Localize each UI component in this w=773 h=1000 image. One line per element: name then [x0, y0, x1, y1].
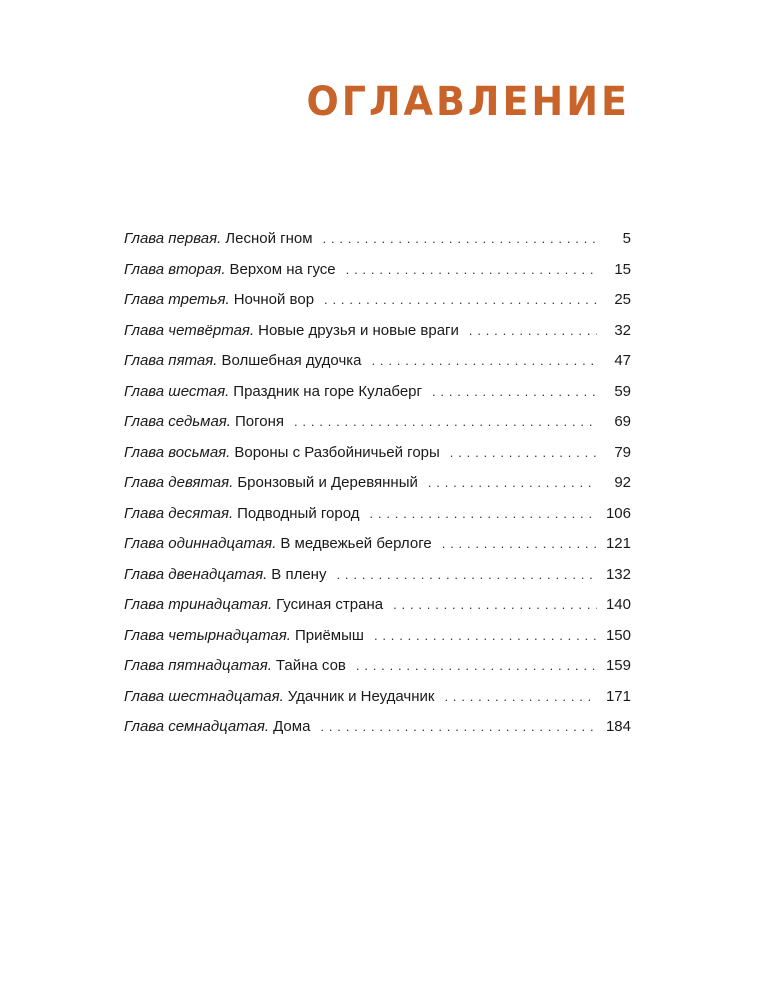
dot-leader: [324, 292, 597, 307]
chapter-title: Лесной гном: [225, 230, 313, 247]
toc-entry: [124, 474, 631, 505]
dot-leader: [374, 628, 597, 643]
chapter-label: Глава восьмая.: [124, 443, 231, 461]
chapter-label: Глава семнадцатая.: [124, 718, 270, 735]
toc-entry: [124, 688, 631, 719]
page-number: 69: [614, 413, 631, 430]
page-number: 79: [614, 443, 631, 461]
toc-entry: [124, 413, 631, 444]
chapter-label: Глава тринадцатая.: [124, 596, 273, 613]
toc-entry: [124, 657, 631, 688]
page-number: 184: [605, 718, 631, 735]
chapter-title: Погоня: [234, 413, 284, 430]
toc-entry: [124, 322, 631, 353]
page-number: 25: [614, 291, 631, 308]
chapter-title: Удачник и Неудачник: [287, 687, 435, 705]
dot-leader: [346, 262, 597, 277]
chapter-title: Волшебная дудочка: [221, 352, 362, 369]
chapter-title: Вороны с Разбойничьей горы: [234, 443, 440, 461]
chapter-title: Тайна сов: [275, 657, 346, 674]
chapter-title: Гусиная страна: [276, 596, 384, 613]
dot-leader: [442, 536, 597, 551]
toc-entry: [124, 566, 631, 597]
page-number: 132: [605, 565, 631, 583]
chapter-label: Глава пятнадцатая.: [124, 657, 272, 674]
page-number: 150: [605, 626, 631, 644]
page-number: 5: [622, 230, 631, 247]
page-number: 32: [614, 321, 631, 339]
page-number: 59: [614, 382, 631, 400]
toc-entry: [124, 291, 631, 322]
dot-leader: [320, 719, 597, 734]
toc-entry: [124, 627, 631, 658]
page-number: 159: [605, 657, 631, 674]
page-number: 140: [605, 596, 631, 613]
dot-leader: [432, 384, 597, 399]
dot-leader: [444, 689, 597, 704]
toc-entry: [124, 352, 631, 383]
toc-entry: [124, 505, 631, 536]
dot-leader: [356, 658, 597, 673]
chapter-title: Бронзовый и Деревянный: [237, 474, 418, 491]
chapter-title: Дома: [273, 718, 311, 735]
chapter-label: Глава вторая.: [124, 260, 226, 278]
page-title: ОГЛАВЛЕНИЕ: [306, 78, 630, 125]
page-number: 92: [614, 474, 631, 491]
page-number: 15: [614, 260, 631, 278]
chapter-title: Ночной вор: [233, 291, 315, 308]
toc-entry: [124, 230, 631, 261]
toc-entry: [124, 718, 631, 749]
toc-entry: [124, 383, 631, 414]
dot-leader: [323, 231, 597, 246]
chapter-title: В плену: [271, 565, 327, 583]
chapter-title: Подводный город: [237, 504, 360, 522]
page-number: 171: [605, 687, 631, 705]
chapter-label: Глава шестнадцатая.: [124, 687, 284, 705]
dot-leader: [469, 323, 597, 338]
chapter-label: Глава седьмая.: [124, 413, 231, 430]
dot-leader: [450, 445, 597, 460]
table-of-contents: [124, 230, 631, 749]
dot-leader: [336, 567, 597, 582]
toc-entry: [124, 261, 631, 292]
chapter-label: Глава двенадцатая.: [124, 565, 268, 583]
chapter-title: Новые друзья и новые враги: [258, 321, 459, 339]
chapter-title: Приёмыш: [294, 626, 364, 644]
chapter-title: Верхом на гусе: [229, 260, 336, 278]
page-number: 47: [614, 352, 631, 369]
chapter-label: Глава пятая.: [124, 352, 218, 369]
chapter-label: Глава первая.: [124, 230, 222, 247]
toc-entry: [124, 535, 631, 566]
chapter-title: Праздник на горе Кулаберг: [233, 382, 422, 400]
chapter-label: Глава четырнадцатая.: [124, 626, 291, 644]
dot-leader: [372, 353, 598, 368]
chapter-label: Глава шестая.: [124, 382, 230, 400]
dot-leader: [294, 414, 597, 429]
chapter-label: Глава третья.: [124, 291, 230, 308]
page-number: 106: [605, 504, 631, 522]
dot-leader: [393, 597, 597, 612]
dot-leader: [428, 475, 597, 490]
page-number: 121: [605, 535, 631, 552]
chapter-label: Глава девятая.: [124, 474, 234, 491]
chapter-title: В медвежьей берлоге: [280, 535, 432, 552]
toc-entry: [124, 596, 631, 627]
chapter-label: Глава десятая.: [124, 504, 234, 522]
toc-entry: [124, 444, 631, 475]
chapter-label: Глава четвёртая.: [124, 321, 255, 339]
dot-leader: [369, 506, 597, 521]
chapter-label: Глава одиннадцатая.: [124, 535, 277, 552]
